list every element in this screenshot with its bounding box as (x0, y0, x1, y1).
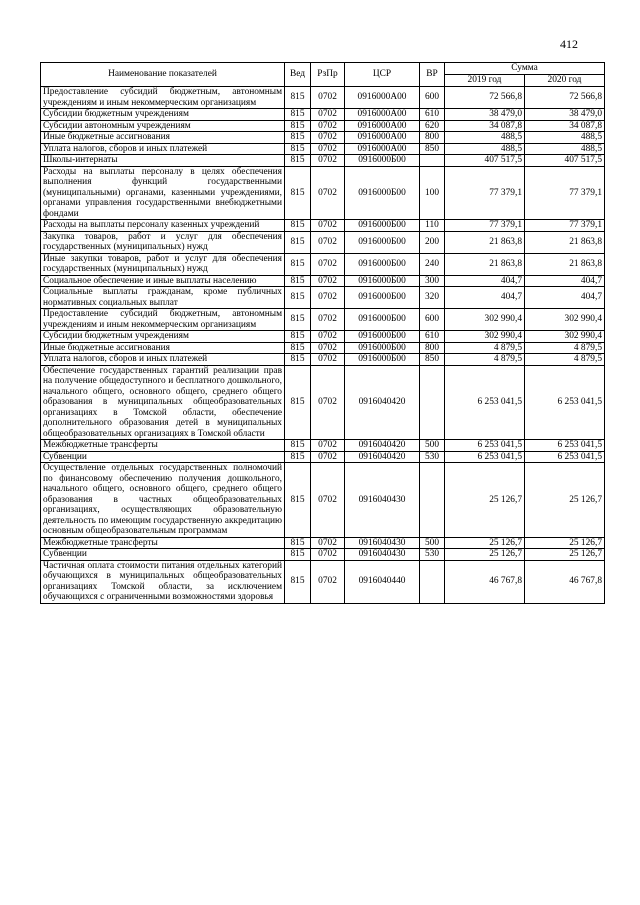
row-sum-2019: 302 990,4 (445, 309, 525, 331)
row-sum-2020: 6 253 041,5 (525, 440, 605, 452)
row-name: Частичная оплата стоимости питания отдельных категорий обучающихся в муниципальных общеобразовательных организациях Томской области, за исключением обучающихся с ограниченными возможностями здоровья (41, 560, 285, 603)
row-rzpr: 0702 (311, 560, 345, 603)
table-row (41, 132, 605, 144)
row-rzpr: 0702 (311, 231, 345, 253)
row-sum-2020: 25 126,7 (525, 537, 605, 549)
header-rzpr: РзПр (311, 63, 345, 87)
row-sum-2019: 404,7 (445, 287, 525, 309)
row-vr (420, 560, 445, 603)
row-vr: 600 (420, 87, 445, 109)
table-row (41, 463, 605, 538)
row-ved: 815 (285, 120, 311, 132)
table-row (41, 560, 605, 603)
row-ved: 815 (285, 560, 311, 603)
table-row (41, 120, 605, 132)
row-sum-2019: 6 253 041,5 (445, 451, 525, 463)
row-csr: 0916000А00 (345, 143, 420, 155)
row-vr: 320 (420, 287, 445, 309)
row-sum-2020: 6 253 041,5 (525, 365, 605, 440)
row-name: Субвенции (41, 549, 285, 561)
row-rzpr: 0702 (311, 220, 345, 232)
row-csr: 0916040420 (345, 451, 420, 463)
row-ved: 815 (285, 275, 311, 287)
row-sum-2020: 77 379,1 (525, 220, 605, 232)
row-name: Уплата налогов, сборов и иных платежей (41, 143, 285, 155)
row-sum-2019: 34 087,8 (445, 120, 525, 132)
row-csr: 0916000Б00 (345, 155, 420, 167)
row-ved: 815 (285, 309, 311, 331)
row-vr (420, 155, 445, 167)
row-rzpr: 0702 (311, 166, 345, 220)
row-sum-2019: 38 479,0 (445, 109, 525, 121)
row-ved: 815 (285, 365, 311, 440)
row-ved: 815 (285, 143, 311, 155)
row-rzpr: 0702 (311, 331, 345, 343)
table-row (41, 537, 605, 549)
row-sum-2020: 21 863,8 (525, 231, 605, 253)
row-rzpr: 0702 (311, 463, 345, 538)
row-vr: 530 (420, 549, 445, 561)
row-sum-2020: 38 479,0 (525, 109, 605, 121)
row-ved: 815 (285, 166, 311, 220)
table-row (41, 220, 605, 232)
row-ved: 815 (285, 220, 311, 232)
table-row (41, 287, 605, 309)
row-sum-2020: 46 767,8 (525, 560, 605, 603)
table-row (41, 549, 605, 561)
row-rzpr: 0702 (311, 537, 345, 549)
row-csr: 0916000Б00 (345, 354, 420, 366)
row-csr: 0916000Б00 (345, 220, 420, 232)
row-csr: 0916000Б00 (345, 231, 420, 253)
row-vr: 850 (420, 143, 445, 155)
row-sum-2019: 72 566,8 (445, 87, 525, 109)
row-csr: 0916000Б00 (345, 275, 420, 287)
row-vr: 530 (420, 451, 445, 463)
table-row (41, 143, 605, 155)
row-rzpr: 0702 (311, 143, 345, 155)
row-ved: 815 (285, 354, 311, 366)
row-name: Обеспечение государственных гарантий реализации прав на получение общедоступного и бесплатного дошкольного, начального общего, основного общего, среднего общего образования в муниципальных общеобразовательных организациях в Томской области, обеспечение дополнительного образования детей в муниципальных общеобразовательных организациях в Томской области (41, 365, 285, 440)
row-sum-2019: 6 253 041,5 (445, 440, 525, 452)
row-ved: 815 (285, 463, 311, 538)
row-csr: 0916040420 (345, 440, 420, 452)
row-sum-2020: 72 566,8 (525, 87, 605, 109)
row-csr: 0916000Б00 (345, 342, 420, 354)
row-name: Уплата налогов, сборов и иных платежей (41, 354, 285, 366)
row-csr: 0916000А00 (345, 132, 420, 144)
row-csr: 0916000А00 (345, 109, 420, 121)
page-number: 412 (560, 37, 578, 51)
row-csr: 0916040430 (345, 537, 420, 549)
row-ved: 815 (285, 440, 311, 452)
header-csr: ЦСР (345, 63, 420, 87)
row-csr: 0916000А00 (345, 87, 420, 109)
table-row (41, 451, 605, 463)
row-name: Межбюджетные трансферты (41, 537, 285, 549)
row-vr: 800 (420, 342, 445, 354)
row-name: Социальные выплаты гражданам, кроме публичных нормативных социальных выплат (41, 287, 285, 309)
row-csr: 0916040430 (345, 463, 420, 538)
row-csr: 0916040440 (345, 560, 420, 603)
row-name: Осуществление отдельных государственных полномочий по финансовому обеспечению получения дошкольного, начального общего, основного общего, среднего общего образования в частных общеобразовательных организациях, осуществляющих образовательную деятельность по имеющим государственную аккредитацию основным общеобразовательным программам (41, 463, 285, 538)
table-row (41, 331, 605, 343)
row-sum-2019: 46 767,8 (445, 560, 525, 603)
row-name: Субсидии автономным учреждениям (41, 120, 285, 132)
row-name: Школы-интернаты (41, 155, 285, 167)
row-ved: 815 (285, 109, 311, 121)
row-sum-2019: 4 879,5 (445, 354, 525, 366)
row-csr: 0916040420 (345, 365, 420, 440)
row-sum-2020: 25 126,7 (525, 463, 605, 538)
row-sum-2020: 34 087,8 (525, 120, 605, 132)
row-ved: 815 (285, 451, 311, 463)
row-sum-2020: 488,5 (525, 132, 605, 144)
table-body (41, 87, 605, 604)
row-sum-2019: 404,7 (445, 275, 525, 287)
row-name: Иные закупки товаров, работ и услуг для обеспечения государственных (муниципальных) нужд (41, 253, 285, 275)
header-vr: ВР (420, 63, 445, 87)
table-row (41, 253, 605, 275)
row-sum-2020: 404,7 (525, 275, 605, 287)
row-rzpr: 0702 (311, 109, 345, 121)
row-vr: 620 (420, 120, 445, 132)
row-vr: 600 (420, 309, 445, 331)
row-sum-2020: 25 126,7 (525, 549, 605, 561)
table-row (41, 309, 605, 331)
table-row (41, 365, 605, 440)
row-csr: 0916000Б00 (345, 309, 420, 331)
row-sum-2020: 21 863,8 (525, 253, 605, 275)
row-name: Иные бюджетные ассигнования (41, 132, 285, 144)
row-ved: 815 (285, 537, 311, 549)
row-ved: 815 (285, 342, 311, 354)
row-vr: 610 (420, 331, 445, 343)
row-name: Расходы на выплаты персоналу в целях обеспечения выполнения функций государственными (муниципальными) органами, казенными учреждениями, органами управления государственными внебюджетными фондами (41, 166, 285, 220)
row-sum-2019: 4 879,5 (445, 342, 525, 354)
row-name: Предоставление субсидий бюджетным, автономным учреждениям и иным некоммерческим организациям (41, 309, 285, 331)
row-name: Расходы на выплаты персоналу казенных учреждений (41, 220, 285, 232)
header-name: Наименование показателей (41, 63, 285, 87)
row-sum-2019: 6 253 041,5 (445, 365, 525, 440)
row-ved: 815 (285, 87, 311, 109)
row-sum-2020: 302 990,4 (525, 309, 605, 331)
row-vr (420, 365, 445, 440)
row-name: Субсидии бюджетным учреждениям (41, 331, 285, 343)
row-rzpr: 0702 (311, 354, 345, 366)
row-rzpr: 0702 (311, 132, 345, 144)
row-rzpr: 0702 (311, 120, 345, 132)
row-sum-2019: 302 990,4 (445, 331, 525, 343)
row-rzpr: 0702 (311, 549, 345, 561)
table-row (41, 87, 605, 109)
row-vr: 610 (420, 109, 445, 121)
row-ved: 815 (285, 253, 311, 275)
row-name: Субвенции (41, 451, 285, 463)
table-row (41, 109, 605, 121)
row-csr: 0916000Б00 (345, 287, 420, 309)
row-rzpr: 0702 (311, 287, 345, 309)
row-csr: 0916000Б00 (345, 166, 420, 220)
row-sum-2019: 21 863,8 (445, 231, 525, 253)
table-row (41, 354, 605, 366)
row-sum-2020: 302 990,4 (525, 331, 605, 343)
row-vr: 500 (420, 440, 445, 452)
row-ved: 815 (285, 331, 311, 343)
row-sum-2019: 77 379,1 (445, 220, 525, 232)
row-sum-2019: 77 379,1 (445, 166, 525, 220)
row-rzpr: 0702 (311, 253, 345, 275)
row-name: Межбюджетные трансферты (41, 440, 285, 452)
row-sum-2019: 21 863,8 (445, 253, 525, 275)
row-rzpr: 0702 (311, 155, 345, 167)
row-vr: 300 (420, 275, 445, 287)
row-rzpr: 0702 (311, 440, 345, 452)
row-vr: 500 (420, 537, 445, 549)
row-csr: 0916040430 (345, 549, 420, 561)
row-ved: 815 (285, 155, 311, 167)
row-vr: 240 (420, 253, 445, 275)
row-rzpr: 0702 (311, 365, 345, 440)
budget-table (40, 62, 605, 604)
row-rzpr: 0702 (311, 451, 345, 463)
row-vr: 100 (420, 166, 445, 220)
row-name: Предоставление субсидий бюджетным, автономным учреждениям и иным некоммерческим организациям (41, 87, 285, 109)
row-ved: 815 (285, 132, 311, 144)
row-sum-2020: 6 253 041,5 (525, 451, 605, 463)
row-sum-2019: 25 126,7 (445, 549, 525, 561)
table-row (41, 440, 605, 452)
row-sum-2019: 488,5 (445, 132, 525, 144)
table-row (41, 231, 605, 253)
header-ved: Вед (285, 63, 311, 87)
row-name: Закупка товаров, работ и услуг для обеспечения государственных (муниципальных) нужд (41, 231, 285, 253)
row-name: Социальное обеспечение и иные выплаты населению (41, 275, 285, 287)
header-sum: Сумма (445, 63, 605, 75)
row-rzpr: 0702 (311, 342, 345, 354)
row-ved: 815 (285, 287, 311, 309)
row-csr: 0916000Б00 (345, 253, 420, 275)
row-ved: 815 (285, 231, 311, 253)
row-sum-2020: 404,7 (525, 287, 605, 309)
row-sum-2020: 4 879,5 (525, 342, 605, 354)
row-sum-2019: 25 126,7 (445, 537, 525, 549)
header-year-2019: 2019 год (445, 75, 525, 87)
row-sum-2019: 407 517,5 (445, 155, 525, 167)
row-vr: 200 (420, 231, 445, 253)
row-csr: 0916000А00 (345, 120, 420, 132)
row-sum-2019: 25 126,7 (445, 463, 525, 538)
row-name: Иные бюджетные ассигнования (41, 342, 285, 354)
row-rzpr: 0702 (311, 275, 345, 287)
row-vr: 850 (420, 354, 445, 366)
row-ved: 815 (285, 549, 311, 561)
table-row (41, 155, 605, 167)
row-rzpr: 0702 (311, 87, 345, 109)
row-csr: 0916000Б00 (345, 331, 420, 343)
row-sum-2020: 488,5 (525, 143, 605, 155)
row-vr: 110 (420, 220, 445, 232)
row-sum-2020: 407 517,5 (525, 155, 605, 167)
row-sum-2020: 4 879,5 (525, 354, 605, 366)
row-sum-2019: 488,5 (445, 143, 525, 155)
row-vr: 800 (420, 132, 445, 144)
table-row (41, 166, 605, 220)
table-row (41, 342, 605, 354)
row-sum-2020: 77 379,1 (525, 166, 605, 220)
row-name: Субсидии бюджетным учреждениям (41, 109, 285, 121)
header-year-2020: 2020 год (525, 75, 605, 87)
row-rzpr: 0702 (311, 309, 345, 331)
table-row (41, 275, 605, 287)
row-vr (420, 463, 445, 538)
